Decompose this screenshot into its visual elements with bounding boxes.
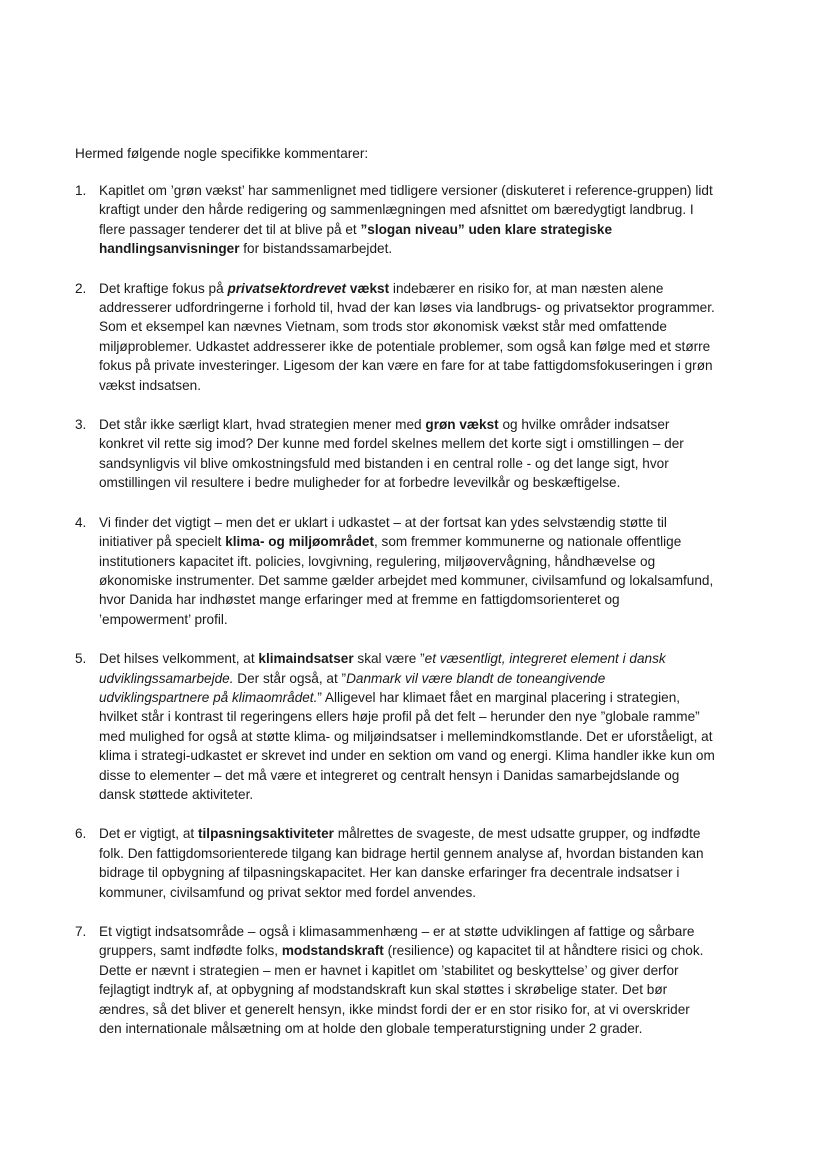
item-number: 3. [75, 417, 87, 433]
item-number: 5. [75, 651, 87, 667]
item-text: Et vigtigt indsatsområde – også i klimasammenhæng – er at støtte udviklingen af fattige og sårbare gruppers, samt indfødte folks, modstandskraft (resilience) og kapacitet til at håndtere risici og chok. Dette er nævnt i strategien – men er havnet i kapitlet om ’stabilitet og beskyttelse’ og giver derfor fejlagtigt indtryk af, at opbygning af modstandskraft kun skal støttes i skrøbelige stater. Det bør ændres, så det bliver et generelt hensyn, ikke mindst fordi der er en stor risiko for, at vi overskrider den internationale målsætning om at holde den globale temperaturstigning under 2 grader. [99, 924, 704, 1037]
list-item [75, 649, 715, 804]
intro-text: Hermed følgende nogle specifikke kommentarer: [75, 146, 369, 161]
item-text: Det hilses velkomment, at klimaindsatser skal være ”et væsentligt, integreret element i dansk udviklingssamarbejde. Der står også, at ”Danmark vil være blandt de toneangivende udviklingspartnere på klimaområdet.” Alligevel har klimaet fået en marginal placering i strategien, hvilket står i kontrast til regeringens ellers høje profil på det felt – herunder den nye ”globale ramme” med mulighed for også at støtte klima- og miljøindsatser i mellemindkomstlande. Det er uforståeligt, at klima i strategi-udkastet er skrevet ind under en sektion om vand og energi. Klima handler ikke kun om disse to elementer – det må være et integreret og centralt hensyn i Danidas samarbejdslande og dansk støttede aktiviteter. [99, 651, 715, 802]
list-item [75, 922, 715, 1038]
item-text: Det kraftige fokus på privatsektordrevet vækst indebærer en risiko for, at man næsten alene addresserer udfordringerne i forhold til, hvad der kan løses via landbrugs- og privatsektor programmer. Som et eksempel kan nævnes Vietnam, som trods stor økonomisk vækst står med omfattende miljøproblemer. Udkastet addresserer ikke de potentiale problemer, som også kan følge med et større fokus på private investeringer. Ligesom der kan være en fare for at tabe fattigdomsfokuseringen i grøn vækst indsatsen. [99, 280, 715, 393]
list-item [75, 279, 715, 395]
item-text: Kapitlet om ’grøn vækst’ har sammenlignet med tidligere versioner (diskuteret i reference-gruppen) lidt kraftigt under den hårde redigering og sammenlægningen med afsnittet om bæredygtigt landbrug. I flere passager tenderer det til at blive på et ”slogan niveau” uden klare strategiske handlingsanvisninger for bistandssamarbejdet. [99, 183, 713, 257]
list-item [75, 824, 715, 902]
item-text: Det er vigtigt, at tilpasningsaktiviteter målrettes de svageste, de mest udsatte grupper, og indfødte folk. Den fattigdomsorienterede tilgang kan bidrage hertil gennem analyse af, hvordan bistanden kan bidrage til opbygning af tilpasningskapacitet. Her kan danske erfaringer fra decentrale indsatser i kommuner, civilsamfund og privat sektor med fordel anvendes. [99, 826, 704, 900]
item-text: Vi finder det vigtigt – men det er uklart i udkastet – at der fortsat kan ydes selvstændig støtte til initiativer på specielt klima- og miljøområdet, som fremmer kommunerne og nationale offentlige institutioners kapacitet ift. policies, lovgivning, regulering, miljøovervågning, håndhævelse og økonomiske instrumenter. Det samme gælder arbejdet med kommuner, civilsamfund og lokalsamfund, hvor Danida har indhøstet mange erfaringer med at fremme en fattigdomsorienteret og ’empowerment’ profil. [99, 514, 714, 627]
list-item [75, 415, 715, 493]
item-number: 6. [75, 826, 87, 842]
item-number: 7. [75, 924, 87, 939]
item-number: 1. [75, 183, 87, 198]
comment-list [75, 181, 715, 1058]
item-number: 4. [75, 514, 87, 530]
item-text: Det står ikke særligt klart, hvad strategien mener med grøn vækst og hvilke områder indsatser konkret vil rette sig imod? Der kunne med fordel skelnes mellem det korte sigt i omstillingen – der sandsynligvis vil blive omkostningsfuld med bistanden i en central rolle - og det lange sigt, hvor omstillingen vil resultere i bedre muligheder for at forbedre levevilkår og beskæftigelse. [99, 417, 684, 491]
list-item [75, 181, 715, 259]
list-item [75, 513, 715, 629]
item-number: 2. [75, 280, 87, 296]
